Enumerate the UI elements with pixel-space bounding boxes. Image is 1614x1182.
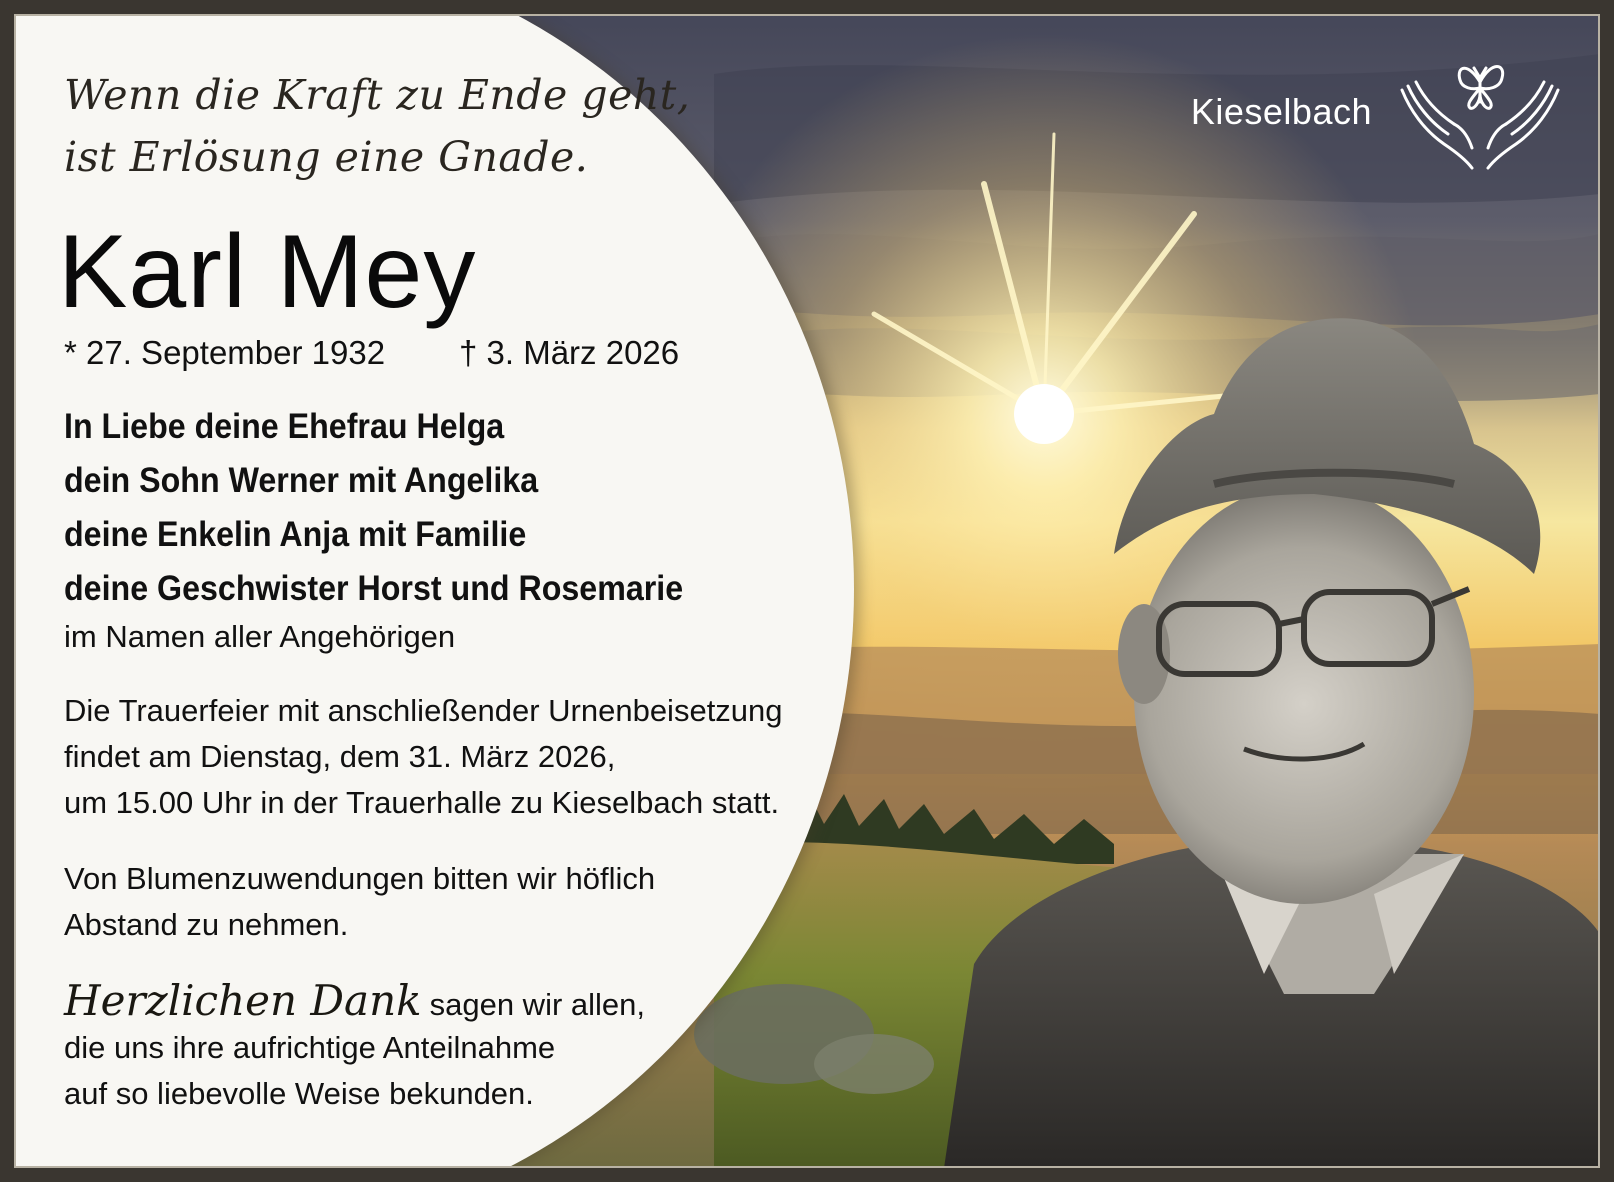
flowers-line: Von Blumenzuwendungen bitten wir höflich	[64, 861, 656, 896]
deceased-name: Karl Mey	[58, 214, 477, 330]
flowers-line: Abstand zu nehmen.	[64, 907, 349, 942]
thanks-first-line	[64, 976, 824, 1025]
mourner-line: In Liebe deine Ehefrau Helga	[64, 407, 505, 446]
obituary-text	[58, 54, 824, 1117]
mourner-line: deine Enkelin Anja mit Familie	[64, 515, 527, 554]
thanks-lines	[64, 1025, 824, 1117]
thanks-line: die uns ihre aufrichtige Anteilnahme	[64, 1030, 556, 1065]
ceremony-line: um 15.00 Uhr in der Trauerhalle zu Kieselbach statt.	[64, 785, 780, 820]
hands-butterfly-icon	[1396, 52, 1564, 172]
logo	[1191, 52, 1564, 172]
mourner-line: dein Sohn Werner mit Angelika	[64, 461, 539, 500]
verse-line-2: ist Erlösung eine Gnade.	[64, 133, 589, 181]
ceremony-line: findet am Dienstag, dem 31. März 2026,	[64, 739, 616, 774]
on-behalf-line: im Namen aller Angehörigen	[64, 619, 456, 654]
flowers-notice	[64, 856, 824, 948]
birth-date: * 27. September 1932	[64, 334, 386, 371]
ceremony-info	[64, 688, 824, 826]
mourners-list	[64, 400, 763, 616]
death-date: † 3. März 2026	[459, 334, 680, 371]
thanks-rest: sagen wir allen,	[429, 987, 646, 1022]
thanks-script: Herzlichen Dank	[64, 976, 422, 1025]
thanks-line: auf so liebevolle Weise bekunden.	[64, 1076, 534, 1111]
ceremony-line: Die Trauerfeier mit anschließender Urnenbeisetzung	[64, 693, 783, 728]
verse-line-1: Wenn die Kraft zu Ende geht,	[64, 71, 691, 119]
mourner-line: deine Geschwister Horst und Rosemarie	[64, 569, 684, 608]
thanks-section	[64, 976, 824, 1117]
logo-text: Kieselbach	[1190, 91, 1372, 132]
life-dates	[64, 334, 824, 372]
verse	[64, 64, 824, 188]
